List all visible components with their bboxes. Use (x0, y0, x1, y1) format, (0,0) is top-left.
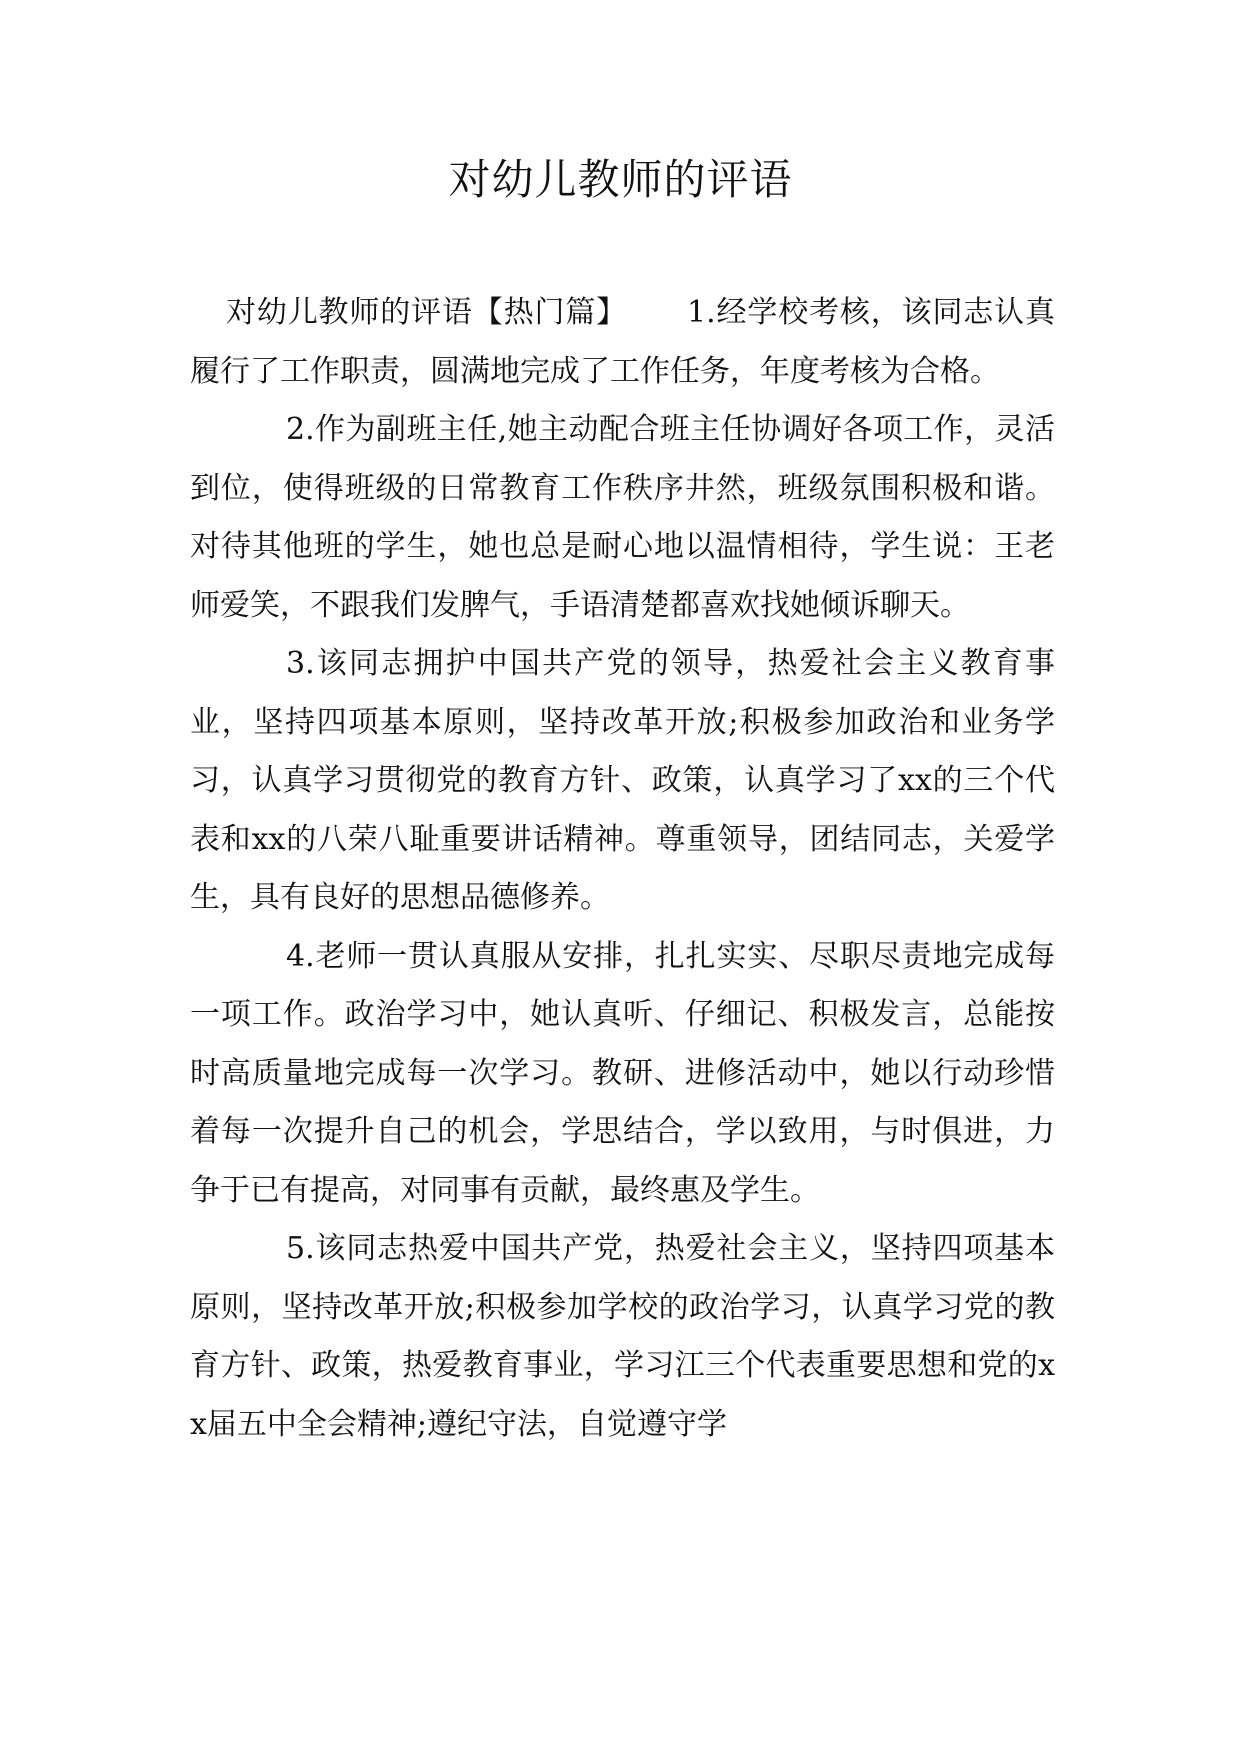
document-title: 对幼儿教师的评语 (448, 155, 793, 204)
document-body (190, 284, 1055, 1454)
intro-heading: 对幼儿教师的评语【热门篇】 (226, 295, 628, 330)
paragraph-1 (190, 284, 1055, 401)
paragraph-1-text: 1.经学校考核，该同志认真履行了工作职责，圆满地完成了工作任务，年度考核为合格。 (190, 295, 1056, 389)
paragraph-3: 3.该同志拥护中国共产党的领导，热爱社会主义教育事业，坚持四项基本原则，坚持改革开放;积极参加政治和业务学习，认真学习贯彻党的教育方针、政策，认真学习了xx的三个代表和xx的八荣八耻重要讲话精神。尊重领导，团结同志，关爱学生，具有良好的思想品德修养。 (190, 646, 1055, 915)
paragraph-4: 4.老师一贯认真服从安排，扎扎实实、尽职尽责地完成每一项工作。政治学习中，她认真听、仔细记、积极发言，总能按时高质量地完成每一次学习。教研、进修活动中，她以行动珍惜着每一次提升自己的机会，学思结合，学以致用，与时俱进，力争于已有提高，对同事有贡献，最终惠及学生。 (190, 938, 1055, 1208)
paragraph-5: 5.该同志热爱中国共产党，热爱社会主义，坚持四项基本原则，坚持改革开放;积极参加学校的政治学习，认真学习党的教育方针、政策，热爱教育事业，学习江三个代表重要思想和党的xx届五中全会精神;遵纪守法，自觉遵守学 (190, 1231, 1055, 1442)
paragraph-2: 2.作为副班主任,她主动配合班主任协调好各项工作，灵活到位，使得班级的日常教育工作秩序井然，班级氛围积极和谐。对待其他班的学生，她也总是耐心地以温情相待，学生说：王老师爱笑，不跟我们发脾气，手语清楚都喜欢找她倾诉聊天。 (190, 412, 1055, 623)
